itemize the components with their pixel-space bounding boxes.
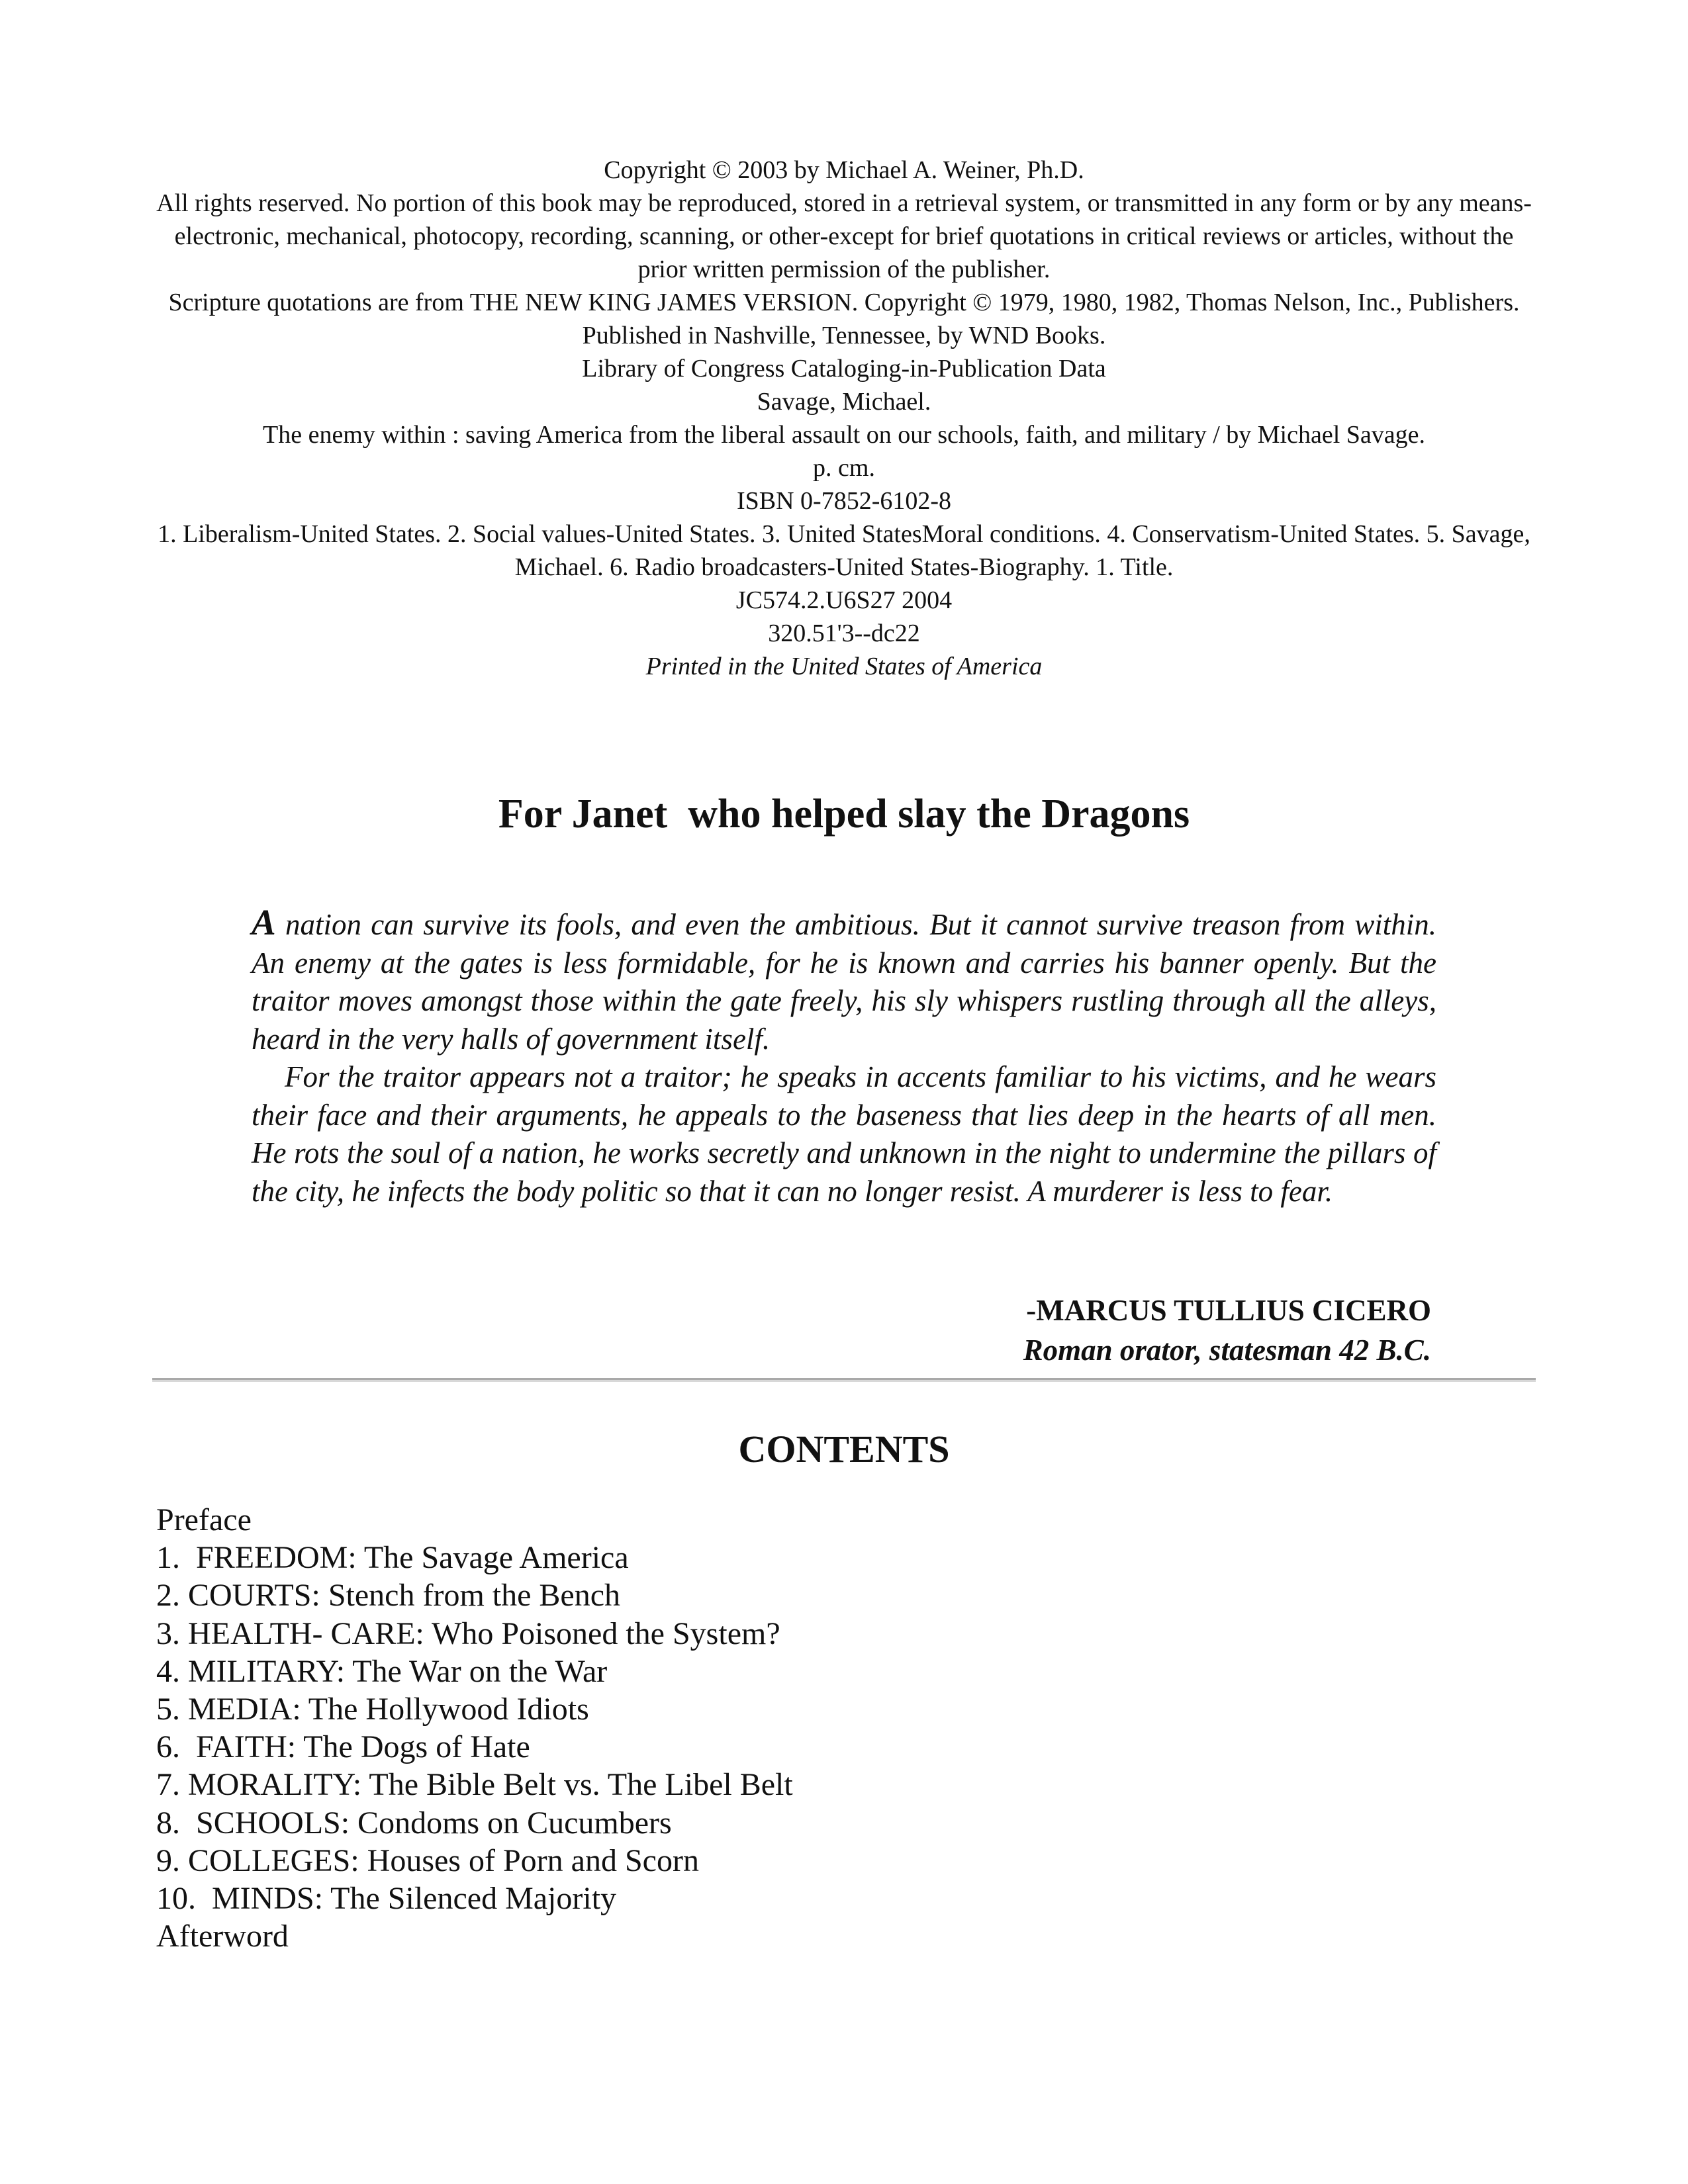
copyright-line: Copyright © 2003 by Michael A. Weiner, Ph.D.	[604, 156, 1084, 184]
cataloging-pcm: p. cm.	[813, 454, 875, 482]
dewey-classification: 320.51'3--dc22	[768, 619, 920, 647]
lc-classification: JC574.2.U6S27 2004	[735, 586, 953, 614]
attribution-name: -MARCUS TULLIUS CICERO	[1026, 1294, 1431, 1327]
toc-item-2[interactable]: 2. COURTS: Stench from the Bench	[156, 1578, 621, 1614]
toc-item-afterword[interactable]: Afterword	[156, 1919, 289, 1954]
toc-item-7[interactable]: 7. MORALITY: The Bible Belt vs. The Libel Belt	[156, 1767, 793, 1803]
cataloging-title: The enemy within : saving America from the liberal assault on our schools, faith, and military / by Michael Savage.	[263, 421, 1425, 449]
copyright-block	[152, 154, 1536, 683]
rights-notice: All rights reserved. No portion of this book may be reproduced, stored in a retrieval system, or transmitted in any form or by any means-electronic, mechanical, photocopy, recording, scanning, or other-except for brief quotations in critical reviews or articles, without the prior written permission of the publisher.	[156, 189, 1532, 283]
attribution-role: Roman orator, statesman 42 B.C.	[1023, 1334, 1431, 1367]
toc-item-9[interactable]: 9. COLLEGES: Houses of Porn and Scorn	[156, 1843, 699, 1878]
toc-item-4[interactable]: 4. MILITARY: The War on the War	[156, 1653, 608, 1689]
cataloging-author: Savage, Michael.	[757, 388, 931, 416]
toc-item-1[interactable]: 1. FREEDOM: The Savage America	[156, 1540, 629, 1576]
printed-notice: Printed in the United States of America	[645, 653, 1043, 680]
horizontal-divider	[152, 1378, 1536, 1382]
toc-item-5[interactable]: 5. MEDIA: The Hollywood Idiots	[156, 1692, 589, 1727]
quote-paragraph-2: For the traitor appears not a traitor; he speaks in accents familiar to his victims, and he wears their face and their arguments, he appeals to the baseness that lies deep in the hearts of all men. He rots the soul of a nation, he works secretly and unknown in the night to undermine the pillars of the city, he infects the body politic so that it can no longer resist. A murderer is less to fear.	[252, 1060, 1436, 1208]
isbn: ISBN 0-7852-6102-8	[736, 487, 952, 515]
toc-item-3[interactable]: 3. HEALTH- CARE: Who Poisoned the System?	[156, 1615, 780, 1651]
quote-paragraph-1	[252, 903, 1436, 1058]
scripture-notice: Scripture quotations are from THE NEW KING JAMES VERSION. Copyright © 1979, 1980, 1982, Thomas Nelson, Inc., Publishers.	[168, 289, 1520, 316]
toc-item-8[interactable]: 8. SCHOOLS: Condoms on Cucumbers	[156, 1805, 672, 1841]
publisher-line: Published in Nashville, Tennessee, by WND Books.	[582, 322, 1106, 349]
cataloging-subjects: 1. Liberalism-United States. 2. Social values-United States. 3. United StatesMoral conditions. 4. Conservatism-United States. 5. Savage, Michael. 6. Radio broadcasters-United States-Biography. 1. Title.	[158, 520, 1530, 581]
contents-heading: CONTENTS	[738, 1428, 950, 1471]
cataloging-heading: Library of Congress Cataloging-in-Publication Data	[582, 355, 1106, 383]
quote-paragraph-1-text: nation can survive its fools, and even the ambitious. But it cannot survive treason from within. An enemy at the gates is less formidable, for he is known and carries his banner openly. But the traitor moves amongst those within the gate freely, his sly whispers rustling through all the alleys, heard in the very halls of government itself.	[252, 908, 1436, 1056]
dedication: For Janet who helped slay the Dragons	[498, 792, 1190, 837]
quote-dropcap: A	[252, 902, 276, 942]
table-of-contents	[156, 1501, 1215, 1955]
toc-item-6[interactable]: 6. FAITH: The Dogs of Hate	[156, 1729, 530, 1765]
epigraph-quote	[252, 903, 1436, 1210]
toc-item-preface[interactable]: Preface	[156, 1502, 252, 1537]
quote-attribution	[794, 1291, 1431, 1370]
toc-item-10[interactable]: 10. MINDS: The Silenced Majority	[156, 1881, 617, 1917]
